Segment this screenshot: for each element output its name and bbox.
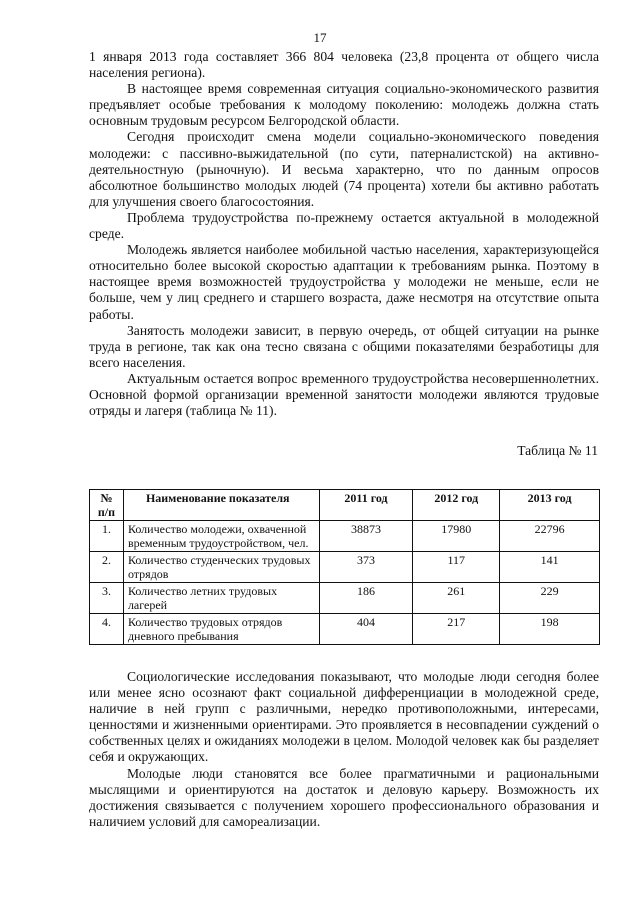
cell-name: Количество летних трудовых лагерей bbox=[123, 583, 319, 614]
paragraph: В настоящее время современная ситуация социально-экономического развития предъявляет особые требования к молодому поколению: молодежь должна стать основным трудовым ресурсом Белгородской области. bbox=[89, 81, 599, 129]
cell-2011: 186 bbox=[319, 583, 413, 614]
cell-2011: 373 bbox=[319, 552, 413, 583]
cell-name: Количество трудовых отрядов дневного пребывания bbox=[123, 614, 319, 645]
table-row bbox=[90, 583, 600, 614]
header-2012: 2012 год bbox=[413, 490, 500, 521]
data-table bbox=[89, 489, 600, 645]
cell-name: Количество студенческих трудовых отрядов bbox=[123, 552, 319, 583]
header-name: Наименование показателя bbox=[123, 490, 319, 521]
body-text-top bbox=[89, 49, 599, 419]
paragraph: Молодые люди становятся все более прагматичными и рациональными мыслящими и ориентируются на достаток и деловую карьеру. Возможность их достижения связывается с получением хорошего профессионального образования и наличием условий для самореализации. bbox=[89, 765, 599, 829]
cell-2011: 404 bbox=[319, 614, 413, 645]
cell-2011: 38873 bbox=[319, 521, 413, 552]
table-row bbox=[90, 521, 600, 552]
header-num: № п/п bbox=[90, 490, 124, 521]
cell-num: 3. bbox=[90, 583, 124, 614]
paragraph: Молодежь является наиболее мобильной частью населения, характеризующейся относительно более высокой скоростью адаптации к требованиям рынка. Поэтому в настоящее время возможностей трудоустройства у молодежи не меньше, если не больше, чем у лиц среднего и старшего возраста, даже несмотря на отсутствие опыта работы. bbox=[89, 242, 599, 322]
table-row bbox=[90, 552, 600, 583]
cell-num: 2. bbox=[90, 552, 124, 583]
header-2011: 2011 год bbox=[319, 490, 413, 521]
cell-name: Количество молодежи, охваченной временным трудоустройством, чел. bbox=[123, 521, 319, 552]
cell-2013: 198 bbox=[500, 614, 600, 645]
cell-2012: 261 bbox=[413, 583, 500, 614]
cell-num: 4. bbox=[90, 614, 124, 645]
paragraph: Проблема трудоустройства по-прежнему остается актуальной в молодежной среде. bbox=[89, 209, 599, 242]
paragraph: Занятость молодежи зависит, в первую очередь, от общей ситуации на рынке труда в регионе, так как она тесно связана с общими показателями безработицы для всего населения. bbox=[89, 322, 599, 370]
paragraph: Сегодня происходит смена модели социально-экономического поведения молодежи: с пассивно-выжидательной (по сути, патерналистской) на активно-деятельностную (рыночную). И весьма характерно, что по данным опросов абсолютное большинство молодых людей (74 процента) хотели бы активно работать для улучшения своего благосостояния. bbox=[89, 129, 599, 209]
table-header-row bbox=[90, 490, 600, 521]
paragraph: 1 января 2013 года составляет 366 804 человека (23,8 процента от общего числа населения региона). bbox=[89, 49, 599, 81]
table-caption: Таблица № 11 bbox=[517, 443, 598, 458]
body-text-bottom bbox=[89, 669, 599, 830]
paragraph: Актуальным остается вопрос временного трудоустройства несовершеннолетних. Основной формой организации временной занятости молодежи являются трудовые отряды и лагеря (таблица № 11). bbox=[89, 370, 599, 419]
page-number: 17 bbox=[313, 30, 327, 45]
cell-num: 1. bbox=[90, 521, 124, 552]
cell-2012: 217 bbox=[413, 614, 500, 645]
table-row bbox=[90, 614, 600, 645]
cell-2013: 141 bbox=[500, 552, 600, 583]
cell-2012: 17980 bbox=[413, 521, 500, 552]
cell-2013: 229 bbox=[500, 583, 600, 614]
paragraph: Социологические исследования показывают, что молодые люди сегодня более или менее ясно осознают факт социальной дифференциации в молодежной среде, наличие в ней групп с различными, нередко противоположными, интересами, ценностями и жизненными ориентирами. Это проявляется в несовпадении суждений о собственных целях и ожиданиях молодежи в целом. Молодой человек как бы разделяет себя и окружающих. bbox=[89, 669, 599, 765]
header-2013: 2013 год bbox=[500, 490, 600, 521]
cell-2012: 117 bbox=[413, 552, 500, 583]
cell-2013: 22796 bbox=[500, 521, 600, 552]
